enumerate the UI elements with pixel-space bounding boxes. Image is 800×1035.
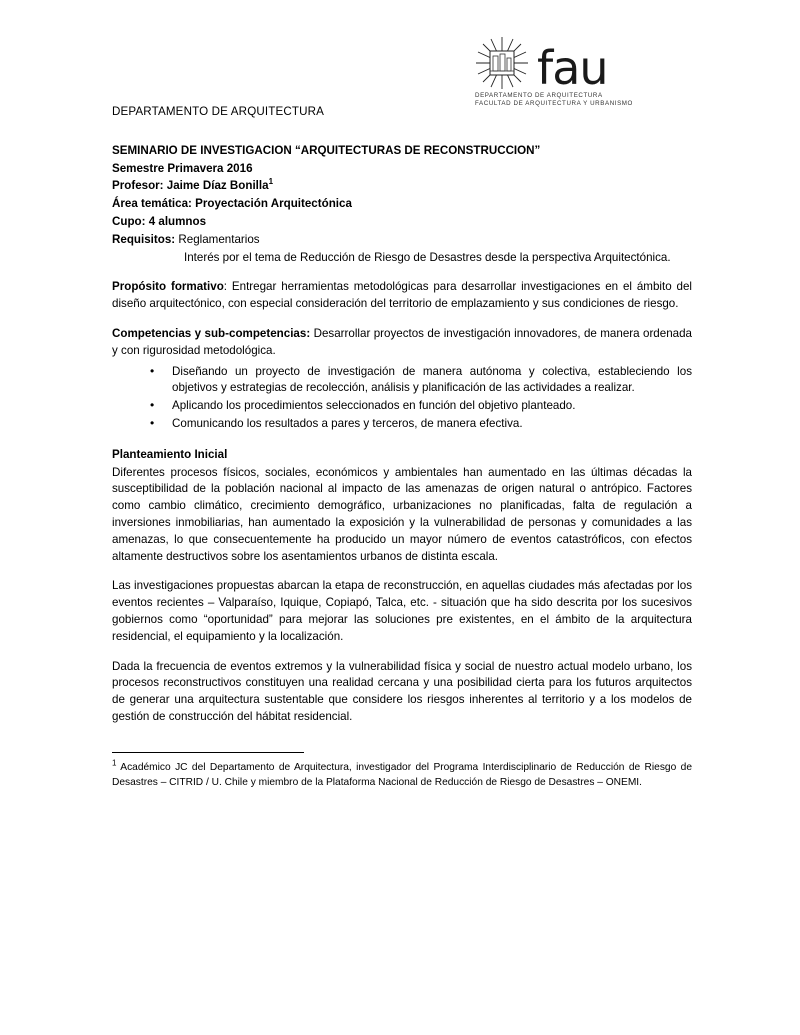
quota-line: Cupo: 4 alumnos [112, 214, 207, 228]
footnote [112, 760, 692, 791]
seminar-title: SEMINARIO DE INVESTIGACION “ARQUITECTURAS DE RECONSTRUCCION” [112, 143, 541, 157]
department-heading: DEPARTAMENTO DE ARQUITECTURA [112, 105, 325, 118]
logo-subtitle-department: DEPARTAMENTO DE ARQUITECTURA [475, 92, 603, 99]
fau-emblem-icon [475, 36, 529, 90]
purpose-paragraph [112, 279, 692, 313]
logo-subtitle-faculty: FACULTAD DE ARQUITECTURA Y URBANISMO [475, 100, 633, 107]
body-paragraph-1: Diferentes procesos físicos, sociales, económicos y ambientales han aumentado en las últimas décadas la susceptibilidad de la población nacional al impacto de las amenazas de origen natural o antrópico. Factores como cambio climático, crecimiento demográfico, urbanizaciones no planificadas, falta de regulación a inversiones inmobiliarias, han aumentado la exposición y la vulnerabilidad de personas y comunidades a las amenazas, lo que consecuentemente ha producido un mayor número de eventos catastróficos, con efectos altamente destructivos sobre los asentamientos urbanos de distinta escala. [112, 465, 692, 563]
spacer-1 [112, 266, 692, 279]
logo-wordmark: fau [537, 41, 608, 95]
footnote-divider [112, 752, 304, 753]
logo-row [475, 36, 705, 95]
fau-logo [475, 36, 705, 107]
seminar-header [112, 143, 692, 267]
purpose-text: : Entregar herramientas metodológicas para desarrollar investigaciones en el ámbito del diseño arquitectónico, con especial consideración del territorio de emplazamiento y sus condiciones de riesgo. [112, 280, 692, 311]
requirements-label: Requisitos: [112, 232, 176, 246]
requirements-detail: Interés por el tema de Reducción de Riesgo de Desastres desde la perspectiva Arquitectónica. [184, 250, 671, 264]
spacer-5 [112, 646, 692, 659]
competencies-list [112, 364, 692, 433]
requirements-line [112, 232, 692, 249]
professor-text: Profesor: Jaime Díaz Bonilla [112, 179, 269, 193]
footnote-marker: 1 [112, 758, 117, 768]
list-item: • Comunicando los resultados a pares y terceros, de manera efectiva. [150, 416, 692, 433]
list-item: • Diseñando un proyecto de investigación de manera autónoma y colectiva, estableciendo los objetivos y estrategias de recolección, análisis y planificación de las actividades a realizar. [150, 364, 692, 398]
spacer-2 [112, 313, 692, 326]
competencies-text: Desarrollar proyectos de investigación innovadores, de manera ordenada y con rigurosidad metodológica. [112, 326, 692, 357]
footnote-marker-inline: 1 [268, 177, 274, 187]
spacer-4 [112, 565, 692, 578]
requirements-value: Reglamentarios [178, 232, 260, 246]
spacer-3 [112, 434, 692, 447]
competencies-label: Competencias y sub-competencias: [112, 326, 311, 340]
document-body [112, 104, 692, 790]
purpose-label: Propósito formativo [112, 280, 224, 294]
body-paragraph-2: Las investigaciones propuestas abarcan la etapa de reconstrucción, en aquellas ciudades más afectadas por los eventos recientes – Valparaíso, Iquique, Copiapó, Talca, etc. - situación que ha sido descrita por los sucesivos gobiernos como “oportunidad” para mejorar las soluciones pre existentes, en el ámbito de la arquitectura residencial, el equipamiento y la localización. [112, 579, 692, 643]
professor-line [112, 178, 692, 195]
area-line: Área temática: Proyectación Arquitectónica [112, 197, 352, 211]
list-item: • Aplicando los procedimientos seleccionados en función del objetivo planteado. [150, 398, 692, 415]
initial-statement-heading: Planteamiento Inicial [112, 447, 228, 461]
semester-line: Semestre Primavera 2016 [112, 161, 253, 175]
competencies-paragraph [112, 326, 692, 360]
footnote-text: Académico JC del Departamento de Arquitectura, investigador del Programa Interdisciplinario de Reducción de Riesgo de Desastres – CITRID / U. Chile y miembro de la Plataforma Nacional de Reducción de Riesgo de Desastres – ONEMI. [112, 761, 692, 788]
body-paragraph-3: Dada la frecuencia de eventos extremos y la vulnerabilidad física y social de nuestro actual modelo urbano, los procesos reconstructivos constituyen una realidad cercana y una posibilidad cierta para los futuros arquitectos de generar una arquitectura sustentable que considere los riesgos inherentes al territorio y a los modelos de gestión de construcción del hábitat residencial. [112, 659, 692, 723]
